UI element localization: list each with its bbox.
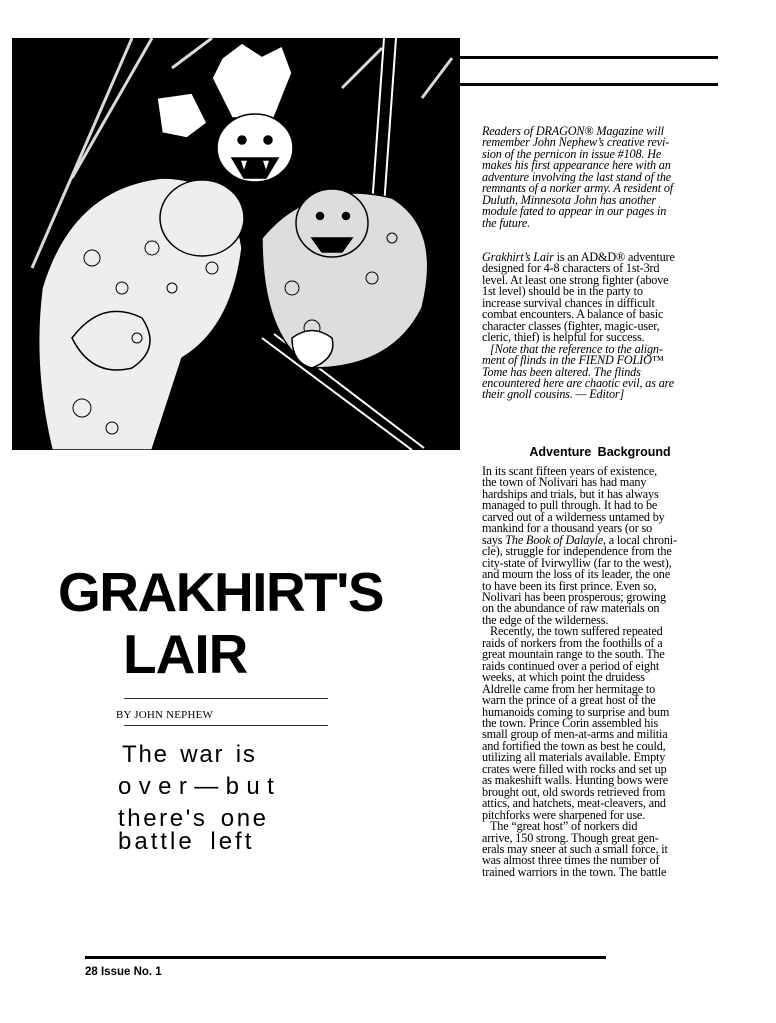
summary-line: character classes (fighter, magic-user,: [482, 318, 660, 333]
body-line: raids continued over a period of eight: [482, 658, 660, 673]
header-rule-top: [460, 56, 718, 59]
body-line: small group of men-at-arms and militia: [482, 727, 668, 742]
body-line: and fortified the town as best he could,: [482, 738, 666, 753]
body-line: Recently, the town suffered repeated: [490, 624, 663, 639]
tagline: [118, 740, 281, 853]
body-line: arrive, 150 strong. Though great gen-: [482, 830, 659, 845]
adventure-background-text: [482, 466, 718, 878]
editor-note-line: Tome has been altered. The flinds: [482, 364, 641, 379]
body-line-prefix: says: [482, 532, 506, 547]
body-line: raids of norkers from the foothills of a: [482, 635, 663, 650]
byline-rule-bottom: [124, 725, 328, 726]
summary-line: 1st level) should be in the party to: [482, 284, 643, 299]
body-line: managed to pull through. It had to be: [482, 498, 658, 513]
body-line: pitchforks were sharpened for use.: [482, 807, 646, 822]
intro-line: remnants of a norker army. A resident of: [482, 181, 674, 196]
editor-note-line: their gnoll cousins. — Editor]: [482, 387, 625, 402]
intro-line: Duluth, Minnesota John has another: [482, 192, 656, 207]
body-line: great mountain range to the south. The: [482, 647, 665, 662]
body-line: mankind for a thousand years (or so: [482, 521, 653, 536]
intro-line: Readers of DRAGON® Magazine will: [482, 124, 664, 138]
summary-line-rest: is an AD&D® adventure: [553, 250, 675, 264]
intro-line: module fated to appear in our pages in: [482, 204, 667, 219]
intro-line: remember John Nephew’s creative revi-: [482, 135, 670, 150]
article-title-line-2: LAIR: [123, 623, 248, 685]
body-line: Aldrelle came from her hermitage to: [482, 681, 656, 696]
body-line: on the abundance of raw materials on: [482, 601, 660, 616]
intro-line: makes his first appearance here with an: [482, 158, 671, 173]
editor-note-line: encountered here are chaotic evil, as are: [482, 375, 675, 390]
body-line-suffix: a local chroni-: [605, 532, 677, 547]
editor-note-line: [Note that the reference to the align-: [490, 341, 663, 356]
body-line: attics, and hatchets, meat-cleavers, and: [482, 796, 666, 811]
adventure-summary: [482, 252, 718, 401]
body-line: carved out of a wilderness untamed by: [482, 509, 665, 524]
section-heading: Adventure Background: [529, 445, 671, 459]
body-line: humanoids coming to surprise and bum: [482, 704, 670, 719]
intro-line: adventure involving the last stand of the: [482, 169, 672, 184]
body-line: weeks, at which point the druidess: [482, 670, 645, 685]
intro-line: sion of the pernicon in issue #108. He: [482, 146, 662, 161]
tagline-line: over—but: [118, 773, 282, 800]
body-line: hardships and trials, but it has always: [482, 486, 659, 501]
body-line: erals may sneer at such a small force, it: [482, 841, 668, 856]
summary-line: cleric, thief) is helpful for success.: [482, 330, 645, 345]
byline-rule-top: [124, 698, 328, 699]
book-title: The Book of Dalayle,: [505, 532, 606, 547]
intro-line: the future.: [482, 215, 530, 230]
summary-line: increase survival chances in difficult: [482, 295, 655, 310]
header-rule-bottom: [460, 83, 718, 86]
editor-intro: [482, 126, 718, 229]
tagline-line: there's one: [118, 805, 269, 832]
body-line: brought out, old swords retrieved from: [482, 784, 666, 799]
page-number-label: 28 Issue No. 1: [85, 966, 162, 978]
norker-warriors-icon: [12, 38, 460, 450]
summary-line: combat encounters. A balance of basic: [482, 307, 664, 322]
article-title-line-1: GRAKHIRT'S: [58, 561, 384, 623]
body-line: Nolivari has been prosperous; growing: [482, 589, 666, 604]
body-line: to have been its first prince. Even so,: [482, 578, 657, 593]
body-line: In its scant fifteen years of existence,: [482, 464, 658, 478]
body-line: city-state of Ivirwylliw (far to the west),: [482, 555, 672, 570]
body-line: the town of Nolivari has had many: [482, 475, 647, 490]
body-line: as makeshift walls. Hunting bows were: [482, 773, 669, 788]
body-line: The “great host” of norkers did: [490, 819, 638, 834]
body-line: warn the prince of a great host of the: [482, 693, 656, 708]
body-line: the edge of the wilderness.: [482, 612, 609, 627]
body-line: was almost three times the number of: [482, 853, 660, 868]
body-line: crates were filled with rocks and set up: [482, 761, 667, 776]
editor-note-line: ment of flinds in the FIEND FOLIO™: [482, 353, 664, 368]
illustration-image: [12, 38, 460, 450]
adventure-title-ref: Grakhirt’s Lair: [482, 250, 554, 264]
summary-line: designed for 4-8 characters of 1st-3rd: [482, 261, 660, 276]
body-line: and mourn the loss of its leader, the one: [482, 567, 670, 582]
footer-rule: [85, 956, 606, 959]
body-line: trained warriors in the town. The battle: [482, 864, 667, 879]
body-line: cle), struggle for independence from the: [482, 544, 672, 559]
tagline-line: The war is: [122, 741, 257, 768]
tagline-line: battle left: [118, 828, 255, 855]
body-line: utilizing all materials available. Empty: [482, 750, 666, 765]
body-line: the town. Prince Corin assembled his: [482, 715, 659, 730]
byline: BY JOHN NEPHEW: [116, 709, 214, 721]
summary-line: level. At least one strong fighter (above: [482, 272, 669, 287]
